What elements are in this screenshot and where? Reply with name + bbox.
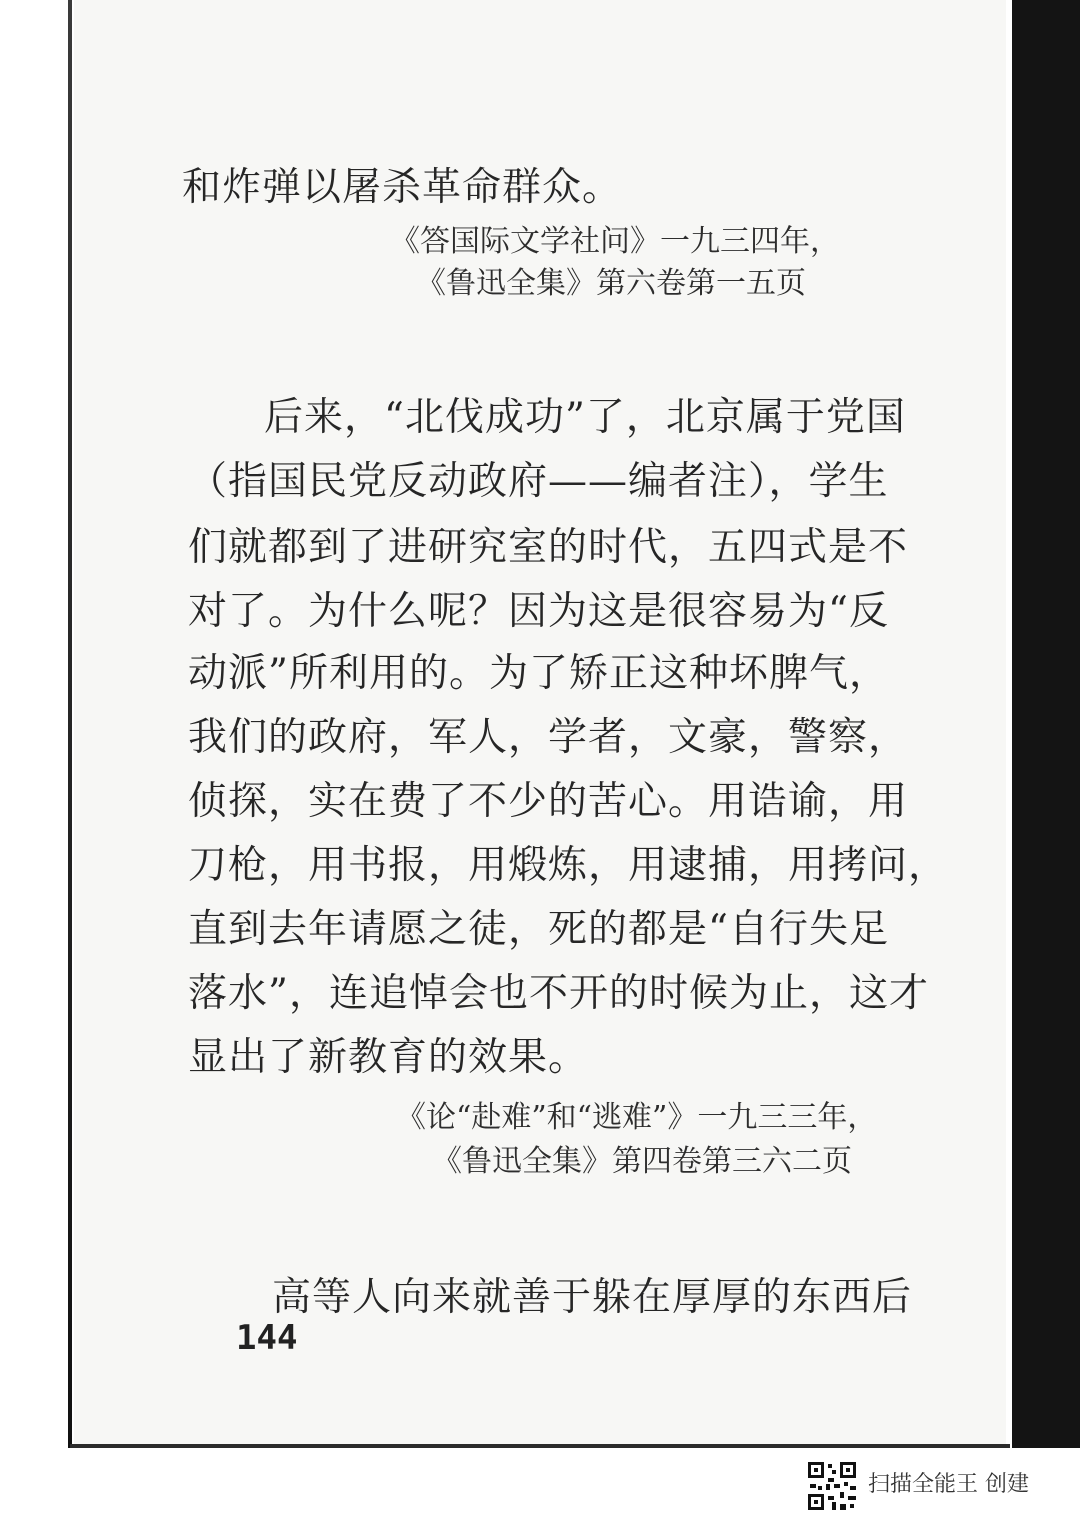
citation-line: 《鲁迅全集》第四卷第三六二页 (432, 1144, 852, 1179)
body-line: 直到去年请愿之徒，死的都是“自行失足 (188, 907, 889, 952)
body-line: 显出了新教育的效果。 (188, 1035, 589, 1080)
body-line: 落水”，连追悼会也不开的时候为止，这才 (188, 971, 929, 1016)
citation-line: 《论“赴难”和“逃难”》一九三三年， (396, 1100, 878, 1135)
body-line: 刀枪，用书报，用煅炼，用逮捕，用拷问， (188, 843, 949, 888)
page-number: 144 (236, 1318, 298, 1358)
watermark-label: 扫描全能王 创建 (868, 1472, 1029, 1497)
body-line: 侦探，实在费了不少的苦心。用诰谕，用 (188, 779, 909, 824)
left-scan-border (0, 0, 72, 1448)
body-line: 们就都到了进研究室的时代，五四式是不 (188, 525, 909, 570)
book-page (74, 0, 1006, 1446)
body-line: 高等人向来就善于躲在厚厚的东西后 (272, 1275, 913, 1320)
body-line: 和炸弹以屠杀革命群众。 (182, 165, 623, 210)
body-line: 后来，“北伐成功”了，北京属于党国 (264, 395, 906, 440)
right-scan-border (1008, 0, 1080, 1448)
page-bottom-edge (70, 1444, 1010, 1448)
citation-line: 《鲁迅全集》第六卷第一五页 (416, 266, 806, 301)
body-line: （指国民党反动政府——编者注），学生 (188, 459, 889, 504)
citation-line: 《答国际文学社问》一九三四年， (390, 224, 840, 259)
qr-code-icon (806, 1460, 858, 1512)
body-line: 动派”所利用的。为了矫正这种坏脾气， (188, 651, 889, 696)
body-line: 对了。为什么呢？因为这是很容易为“反 (188, 589, 889, 634)
body-line: 我们的政府，军人，学者，文豪，警察， (188, 715, 909, 760)
scanner-watermark (806, 1460, 1066, 1512)
